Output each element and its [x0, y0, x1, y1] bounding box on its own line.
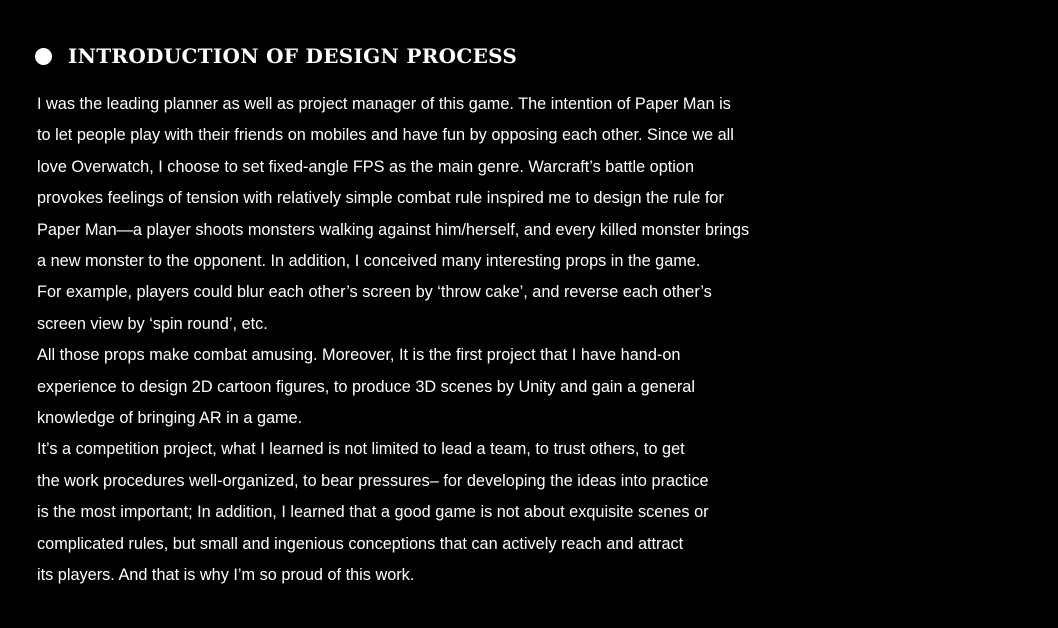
section-heading: [35, 45, 517, 67]
text-line: a new monster to the opponent. In addition, I conceived many interesting props in the game.: [37, 252, 701, 271]
text-line: is the most important; In addition, I learned that a good game is not about exquisite scenes or: [37, 503, 709, 522]
section-title: INTRODUCTION OF DESIGN PROCESS: [68, 44, 518, 68]
text-line: Paper Man—a player shoots monsters walking against him/herself, and every killed monster brings: [37, 220, 750, 239]
text-line: complicated rules, but small and ingenious conceptions that can actively reach and attract: [37, 534, 684, 553]
text-line: For example, players could blur each other’s screen by ‘throw cake’, and reverse each other’s: [37, 283, 712, 302]
text-line: to let people play with their friends on mobiles and have fun by opposing each other. Since we all: [37, 126, 734, 145]
body-paragraph: [37, 89, 827, 592]
text-line: knowledge of bringing AR in a game.: [37, 409, 303, 428]
text-line: experience to design 2D cartoon figures, to produce 3D scenes by Unity and gain a general: [37, 377, 695, 396]
text-line: It’s a competition project, what I learned is not limited to lead a team, to trust others, to get: [37, 440, 685, 459]
bullet-icon: [35, 48, 52, 65]
text-line: the work procedures well-organized, to bear pressures– for developing the ideas into practice: [37, 471, 709, 490]
text-line: screen view by ‘spin round’, etc.: [37, 314, 268, 333]
text-line: I was the leading planner as well as project manager of this game. The intention of Paper Man is: [37, 95, 731, 113]
text-line: its players. And that is why I’m so proud of this work.: [37, 566, 415, 585]
text-line: provokes feelings of tension with relatively simple combat rule inspired me to design the rule for: [37, 189, 724, 208]
text-line: love Overwatch, I choose to set fixed-angle FPS as the main genre. Warcraft’s battle option: [37, 157, 695, 176]
text-line: All those props make combat amusing. Moreover, It is the first project that I have hand-on: [37, 346, 681, 365]
